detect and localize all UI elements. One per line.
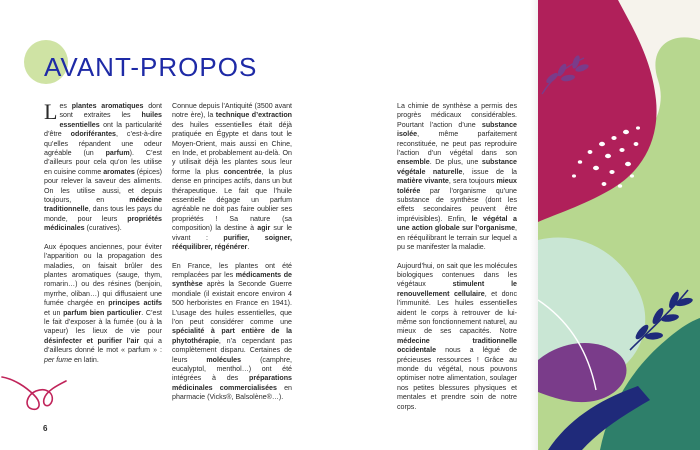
paragraph-today: Aujourd’hui, on sait que les molécules biologiques contenues dans les végétaux stimulent le renouvellement cellulaire, et donc l’immunité. Les huiles essentielles aident le corps à retrouver de lui-même son fonctionnement naturel, au mieux de ses capacités. Notre médecine traditionnelle occidentale nous a légué de précieuses ressources ! Grâce au monde du végétal, nous pouvons optimiser notre alimentation, soulager nos petites blessures physiques et mentales et prendre soin de notre corps. bbox=[397, 261, 517, 411]
drop-cap: L bbox=[44, 99, 58, 124]
paragraph-intro-text: es plantes aromatiques dont sont extraites les huiles essentielles ont la particularité d’être odoriférantes, c’est-à-dire qu’elles répandent une odeur agréable (un parfum). C’est d’ailleurs pour cela qu’on les utilise en cuisine comme aromates (épices) pour relever la saveur des aliments. On les utilise aussi, et depuis toujours, en médecine traditionnelle, dans tous les pays du monde, pour leurs propriétés médicinales (curatives). bbox=[44, 102, 163, 233]
paragraph-synthesis: La chimie de synthèse a permis des progrès médicaux considérables. Pourtant l’action d’une substance isolée, même parfaitement reconstituée, ne peut pas reproduire l’action d’un végétal dans son ensemble. De plus, une substance végétale naturelle, issue de la matière vivante, sera toujours mieux tolérée par l’organisme qu’une substance de synthèse (dont les effets secondaires peuvent être imprévisibles). Enfin, le végétal a une action globale sur l’organisme, en rééquilibrant le terrain sur lequel a pu se manifester la maladie. bbox=[397, 102, 518, 252]
dot-cluster-icon bbox=[538, 0, 700, 450]
text-column-1 bbox=[44, 99, 163, 374]
right-page-illustration bbox=[538, 0, 700, 450]
paragraph-antiquity: Connue depuis l’Antiquité (3500 avant notre ère), la technique d’extraction des huiles essentielles était déjà pratiquée en Égypte et dans tout le Moyen-Orient, mais aussi en Chine, en Inde, et probablement au-delà. On y utilisait déjà les plantes sous leur forme la plus concentrée, la plus dense en principes actifs, dans un but thérapeutique. Le fait que l’huile essentielle dégage un parfum agréable ne doit pas faire oublier ses propriétés ! Sa nature (sa composition) la destine à agir sur le vivant : purifier, soigner, rééquilibrer, régénérer. bbox=[172, 102, 292, 252]
paragraph-ancient-times: Aux époques anciennes, pour éviter l’apparition ou la propagation des maladies, on faisait brûler des plantes aromatiques (sauge, thym, romarin…) ou des résines (benjoin, myrrhe, oliban…) qui diffusaient une fumée chargée en principes actifs et un parfum bien particulier. C’est le fait d’exposer à la fumée (ou à la vapeur) les lieux de vie pour désinfecter et purifier l’air qui a d’ailleurs donné le mot « parfum » : per fume en latin. bbox=[44, 242, 163, 364]
page-number: 6 bbox=[43, 424, 48, 433]
scribble-swirl-icon bbox=[0, 345, 70, 415]
paragraph-france: En France, les plantes ont été remplacées par les médicaments de synthèse après la Seconde Guerre mondiale (il existait encore environ 4 500 herboristes en France en 1941). L’usage des huiles essentielles, que l’on peut considérer comme une spécialité à part entière de la phytothérapie, n’a cependant pas complètement disparu. Certaines de leurs molécules (camphre, eucalyptol, menthol…) ont été intégrées à des préparations médicinales commercialisées en pharmacie (Vicks®, Balsolène®…). bbox=[172, 261, 292, 402]
text-column-3 bbox=[397, 102, 517, 421]
text-column-2 bbox=[172, 102, 292, 412]
page-title: AVANT-PROPOS bbox=[44, 52, 258, 82]
paragraph-intro bbox=[44, 99, 163, 234]
